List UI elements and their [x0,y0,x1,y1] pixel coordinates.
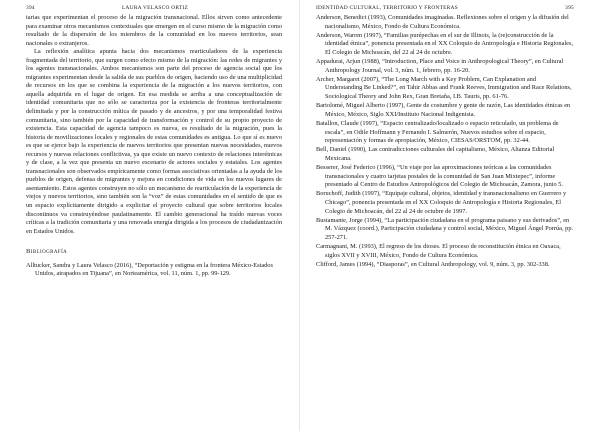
reference-entry: Boruchoff, Judith (1997), “Equipaje cultural, objetos, identidad y transnacionalismo en Guerrero y Chicago”, ponencia presentada en el XX Coloquio de Antropología e Historia Regionales, El Colegio de Michoacán, del 22 al 24 de octubre de 1997. [316,190,567,215]
reference-entry: Bustamante, Jorge (1994), “La participación ciudadana en el programa paisano y sus derivados”, en M. Vázquez (coord.), Participación ciudadana y control social, México, Miguel Ángel Porrúa, pp. 257-271. [316,216,574,241]
body-paragraph: tarias que experimentan el proceso de la migración transnacional. Ellos sirven como antecedente para examinar otros mecanismos contextuales que emergen en el curso mismo de la migración como resultado de la dispersión de los miembros de la comunidad en los nuevos territorios, sean nacionales o extranjeros. [26,14,282,47]
bibliography-heading: Bibliografía [26,248,68,256]
reference-entry: Besserer, José Federico (1996), “Un viaje por las aproximaciones teóricas a las comunidades transnacionales y cuatro tarjetas postales de la comunidad de San Juan Mixtepec”, informe presentado al Centro de Estudios Antropológicos del Colegio de Michoacán, Zamora, junio 5. [316,164,564,189]
reference-entry: Alltucker, Sandra y Laura Velasco (2016), “Deportación y estigma en la frontera México-Estados Unidos, atrapados en Tijuana”, en Norteamérica, vol. 11, núm. 1, pp. 99-129. [26,261,273,278]
reference-entry: Archer, Margaret (2007), “The Long March with a Key Problem, Can Explanation and Understanding Be Linked?”, en Tahir Abbas and Frank Reeves, Immigration and Race Relations, Sociological Theory and John Rex, Gran Bretaña, I.B. Tauris, pp. 61-76. [316,75,572,100]
reference-entry: Bartolomé, Miguel Alberto (1997), Gente de costumbre y gente de razón, Las identidades étnicas en México, México, Siglo XXI/Instituto Nacional Indigenista. [316,102,571,118]
reference-entry: Clifford, James (1994), “Diasporas”, en Cultural Anthropology, vol. 9, núm. 3, pp. 302-338. [316,260,550,268]
right-running-head-title: IDENTIDAD CULTURAL, TERRITORIO Y FRONTERAS [316,5,458,11]
left-body-text [26,14,282,280]
left-running-head-title: LAURA VELASCO ORTIZ [121,5,189,11]
reference-entry: Bell, Daniel (1990), Las contradicciones culturales del capitalismo, México, Alianza Editorial Mexicana. [316,146,555,162]
left-page-number: 394 [26,5,35,11]
reference-entry: Carmagnani, M. (1993), El regreso de los dioses. El proceso de reconstitución étnica en Oaxaca, siglos XVII y XVIII, México, Fondo de Cultura Económica. [316,243,561,259]
reference-entry: Batallon, Claude (1997), “Espacio centralizado/localizado o espacio reticulado, un problema de escala”, en Odile Hoffmann y Fernando I. Salmerón, Nuevos estudios sobre el espacio, representación y formas de apropiación, México, CIESAS/ORSTOM, pp. 32-44. [316,120,559,145]
reference-entry: Anderson, Benedict (1993), Comunidades imaginadas. Reflexiones sobre el origen y la difusión del nacionalismo, México, Fondo de Cultura Económica. [316,14,569,30]
reference-entry: Appadurai, Arjun (1988), “Introduction, Place and Voice in Anthropological Theory”, en Cultural Anthropology Journal, vol. 3, núm. 1, febrero, pp. 16-20. [316,58,564,74]
body-paragraph: La reflexión analítica apunta hacia dos mecanismos rearticuladores de la experiencia fragmentada del territorio, que surgen como efecto mismo de la migración: las redes de migrantes y los agentes transnacionales. Ambos mecanismos son parte del proceso de agencia social que los migrantes experimentan desde la salida de sus pueblos de origen, haciendo uso de una multiplicidad de recursos en los que se combina la experiencia de la migración a los nuevos territorios, con aquella adquirida en el lugar de origen. En esa medida se arriba a una conceptualización de identidad comunitaria que no sólo se caracteriza por la existencia de fronteras territorialmente delimitada y por la construcción mítica de pasado y de ancestros, y por una temporalidad festiva comunitaria, sino también por la capacidad de transformación y control de su propio proyecto de existencia. Esta capacidad de agencia tampoco es nueva, es resultado de la migración, pues la historia de movilizaciones locales y regionales de estas comunidades es antigua. Lo que sí es nuevo es que se ejerce bajo la experiencia de nuevos territorios que presentan nuevas necesidades, nuevos recursos y nuevas relaciones conflictivas, ya que existe un nuevo contexto de relaciones interétnicas y de clase, a la vez que presenta un nuevo escenario de actores sociales y estatales. Los agentes transnacionales son observados empíricamente como formas asociativas orientadas a la ayuda de los pueblos de origen, defensa de migrantes y mejora en condiciones de vida en los nuevos lugares de asentamiento. Estos agentes construyen no sólo un mecanismo de rearticulación de la experiencia de viejos y nuevos territorios, sino también son la “voz” de estas comunidades en el sentido de que es un espacio explícitamente dirigido a explicitar el proyecto cultural que sobre territorios locales discontinuos va construyéndose paulatinamente. El cambio generacional ha traído nuevas voces críticas a la tradición comunitaria y una renovada energía dirigida a los procesos de ciudadanización en Estados Unidos. [26,48,282,235]
right-page [300,0,600,431]
right-bibliography [316,14,574,270]
right-page-number: 395 [565,5,574,11]
reference-entry: Anderson, Warren (1997), “Familias purépechas en el sur de Illinois, la (re)construcción de la identidad étnica”, ponencia presentada en el XX Coloquio de Antropología e Historia Regionales, El Colegio de Michoacán, del 22 al 24 de octubre. [316,31,574,56]
